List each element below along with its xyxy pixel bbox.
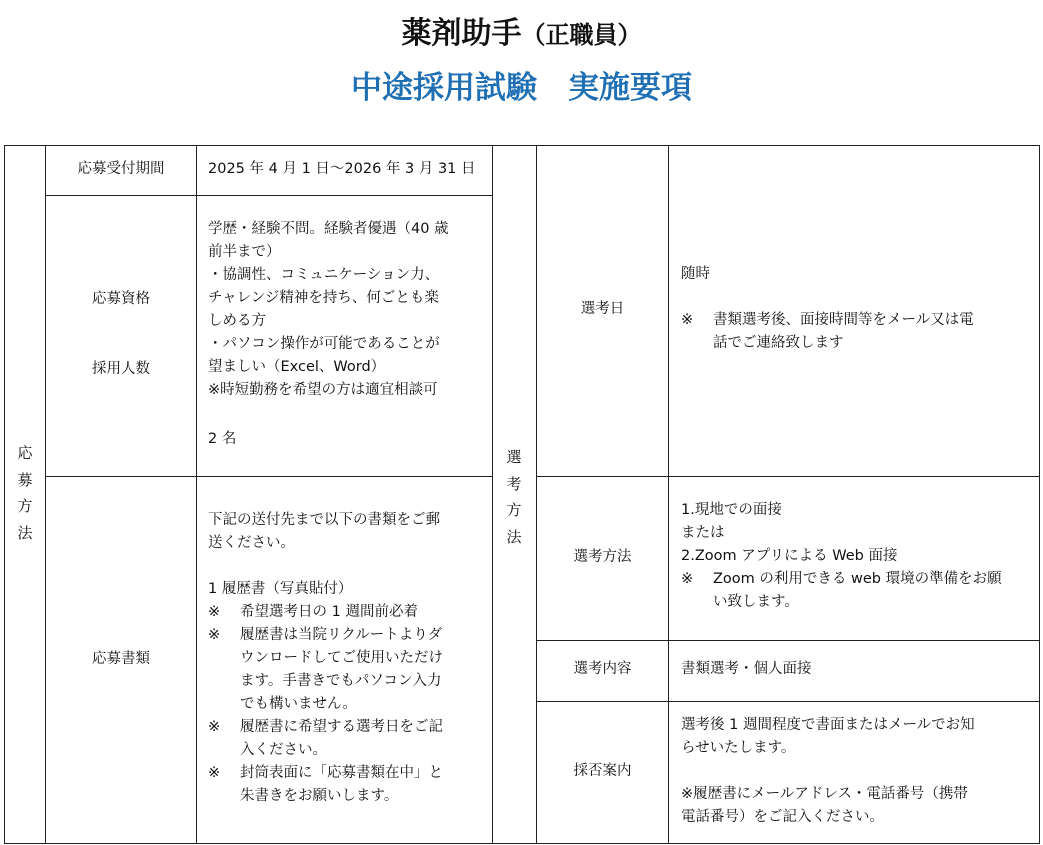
result-notice-text: 選考後 1 週間程度で書面またはメールでお知 らせいたします。 ※履歴書にメールアドレス・電話番号（携帯 電話番号）をご記入ください。 [681,717,975,825]
selection-method-text: 1.現地での面接 または 2.Zoom アプリによる Web 面接 ※ Zoom の利用できる web 環境の準備をお願 い致します。 [681,502,1002,610]
qualification-label: 応募資格 [92,291,150,307]
selection-date-text: 随時 ※ 書類選考後、面接時間等をメール又は電 話でご連絡致します [681,266,974,351]
page-subtitle: 中途採用試験 実施要項 [351,70,692,106]
selection-content-value: 書類選考・個人面接 [681,661,812,677]
selection-method-label: 選 考 方 法 [506,448,522,546]
documents-label: 応募書類 [92,651,150,667]
qualification-text: 学歴・経験不問。経験者優遇（40 歳 前半まで） ・協調性、コミュニケーション力、 チャレンジ精神を持ち、何ごとも楽 しめる方 ・パソコン操作が可能であることが 望ましい（Excel、Word） ※時短勤務を希望の方は適宜相談可 [208,221,449,398]
documents-text: 下記の送付先まで以下の書類をご郵 送ください。 1 履歴書（写真貼付） ※ 希望選考日の 1 週間前必着 ※ 履歴書は当院リクルートよりダ ウンロードしてご使用いただけ ます。手書きでもパソコン入力 でも構いません。 ※ 履歴書に希望する選考日をご記 入ください。 ※ 封筒表面に「応募書類在中」と 朱書きをお願いします。 [208,512,443,804]
period-value: 2025 年 4 月 1 日～2026 年 3 月 31 日 [208,161,476,177]
headcount-value: 2 名 [208,431,237,447]
selection-method-row-label: 選考方法 [573,549,632,565]
headcount-label: 採用人数 [92,361,150,377]
apply-method-label: 応 募 方 法 [17,444,33,542]
selection-content-label: 選考内容 [573,661,632,677]
selection-date-label: 選考日 [580,301,625,317]
result-notice-label: 採否案内 [573,763,632,779]
page-title: 薬剤助手（正職員） [401,16,642,51]
period-label: 応募受付期間 [77,161,165,177]
